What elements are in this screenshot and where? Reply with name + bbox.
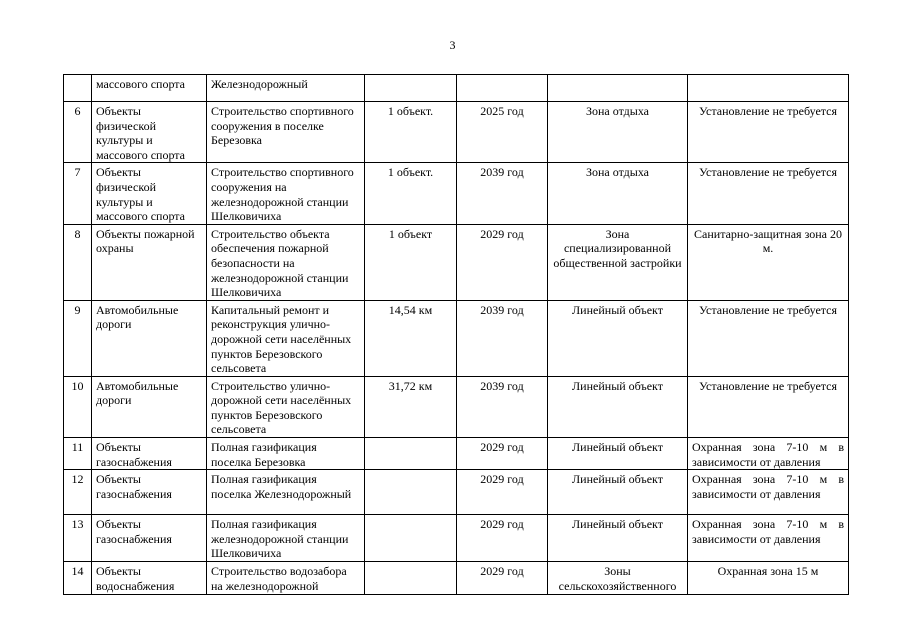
object-year	[457, 75, 548, 102]
object-protection-zone: Охранная зона 15 м	[688, 562, 849, 595]
object-protection-zone: Охранная зона 7-10 м в зависимости от давления	[688, 515, 849, 562]
object-description: Строительство спортивного сооружения на железнодорожной станции Шелковичиха	[207, 163, 365, 224]
object-quantity	[365, 438, 457, 470]
row-number: 9	[64, 300, 92, 376]
object-zone: Линейный объект	[548, 470, 688, 515]
object-type: Объекты газоснабжения	[92, 515, 207, 562]
row-number: 6	[64, 102, 92, 163]
table-row	[64, 470, 849, 515]
object-description: Строительство объекта обеспечения пожарной безопасности на железнодорожной станции Шелковичиха	[207, 224, 365, 300]
object-zone: Линейный объект	[548, 438, 688, 470]
object-year: 2029 год	[457, 515, 548, 562]
object-description: Строительство спортивного сооружения в поселке Березовка	[207, 102, 365, 163]
object-type: Автомобильные дороги	[92, 376, 207, 437]
objects-table	[63, 74, 849, 595]
object-zone: Линейный объект	[548, 515, 688, 562]
page-number: 3	[449, 38, 456, 52]
object-description: Полная газификация железнодорожной станции Шелковичиха	[207, 515, 365, 562]
object-protection-zone: Установление не требуется	[688, 376, 849, 437]
row-number: 11	[64, 438, 92, 470]
object-year: 2029 год	[457, 470, 548, 515]
object-type: Объекты физической культуры и массового спорта	[92, 102, 207, 163]
object-year: 2029 год	[457, 438, 548, 470]
object-zone: Линейный объект	[548, 376, 688, 437]
object-protection-zone: Охранная зона 7-10 м в зависимости от давления	[688, 438, 849, 470]
object-description: Полная газификация поселка Березовка	[207, 438, 365, 470]
row-number: 10	[64, 376, 92, 437]
object-protection-zone: Охранная зона 7-10 м в зависимости от давления	[688, 470, 849, 515]
object-zone: Линейный объект	[548, 300, 688, 376]
object-year: 2039 год	[457, 300, 548, 376]
object-quantity: 1 объект	[365, 224, 457, 300]
table-body	[64, 75, 849, 595]
object-protection-zone: Установление не требуется	[688, 300, 849, 376]
object-quantity: 1 объект.	[365, 102, 457, 163]
object-description: Строительство водозабора на железнодорожной	[207, 562, 365, 595]
object-year: 2029 год	[457, 224, 548, 300]
object-zone: Зоны сельскохозяйственного	[548, 562, 688, 595]
object-type: Объекты газоснабжения	[92, 470, 207, 515]
object-protection-zone: Установление не требуется	[688, 102, 849, 163]
object-description: Капитальный ремонт и реконструкция улично-дорожной сети населённых пунктов Березовского сельсовета	[207, 300, 365, 376]
table-row	[64, 224, 849, 300]
object-quantity: 31,72 км	[365, 376, 457, 437]
object-protection-zone: Санитарно-защитная зона 20 м.	[688, 224, 849, 300]
row-number: 8	[64, 224, 92, 300]
object-year: 2039 год	[457, 376, 548, 437]
object-year: 2029 год	[457, 562, 548, 595]
object-quantity	[365, 562, 457, 595]
object-year: 2025 год	[457, 102, 548, 163]
row-number: 7	[64, 163, 92, 224]
object-protection-zone: Установление не требуется	[688, 163, 849, 224]
table-row	[64, 102, 849, 163]
object-description: Полная газификация поселка Железнодорожный	[207, 470, 365, 515]
table-row	[64, 562, 849, 595]
table-row	[64, 376, 849, 437]
object-description: Железнодорожный	[207, 75, 365, 102]
table-row	[64, 163, 849, 224]
table-row	[64, 515, 849, 562]
object-quantity	[365, 515, 457, 562]
object-type: Автомобильные дороги	[92, 300, 207, 376]
row-number: 14	[64, 562, 92, 595]
row-number	[64, 75, 92, 102]
object-type: Объекты водоснабжения	[92, 562, 207, 595]
object-zone: Зона отдыха	[548, 163, 688, 224]
object-year: 2039 год	[457, 163, 548, 224]
object-quantity: 14,54 км	[365, 300, 457, 376]
table-row	[64, 438, 849, 470]
row-number: 13	[64, 515, 92, 562]
object-zone: Зона специализированной общественной застройки	[548, 224, 688, 300]
object-type: Объекты пожарной охраны	[92, 224, 207, 300]
object-type: Объекты газоснабжения	[92, 438, 207, 470]
object-description: Строительство улично-дорожной сети населённых пунктов Березовского сельсовета	[207, 376, 365, 437]
object-quantity	[365, 470, 457, 515]
object-type: Объекты физической культуры и массового спорта	[92, 163, 207, 224]
object-zone	[548, 75, 688, 102]
object-type: массового спорта	[92, 75, 207, 102]
table-row	[64, 75, 849, 102]
object-zone: Зона отдыха	[548, 102, 688, 163]
object-protection-zone	[688, 75, 849, 102]
row-number: 12	[64, 470, 92, 515]
object-quantity	[365, 75, 457, 102]
table-row	[64, 300, 849, 376]
object-quantity: 1 объект.	[365, 163, 457, 224]
